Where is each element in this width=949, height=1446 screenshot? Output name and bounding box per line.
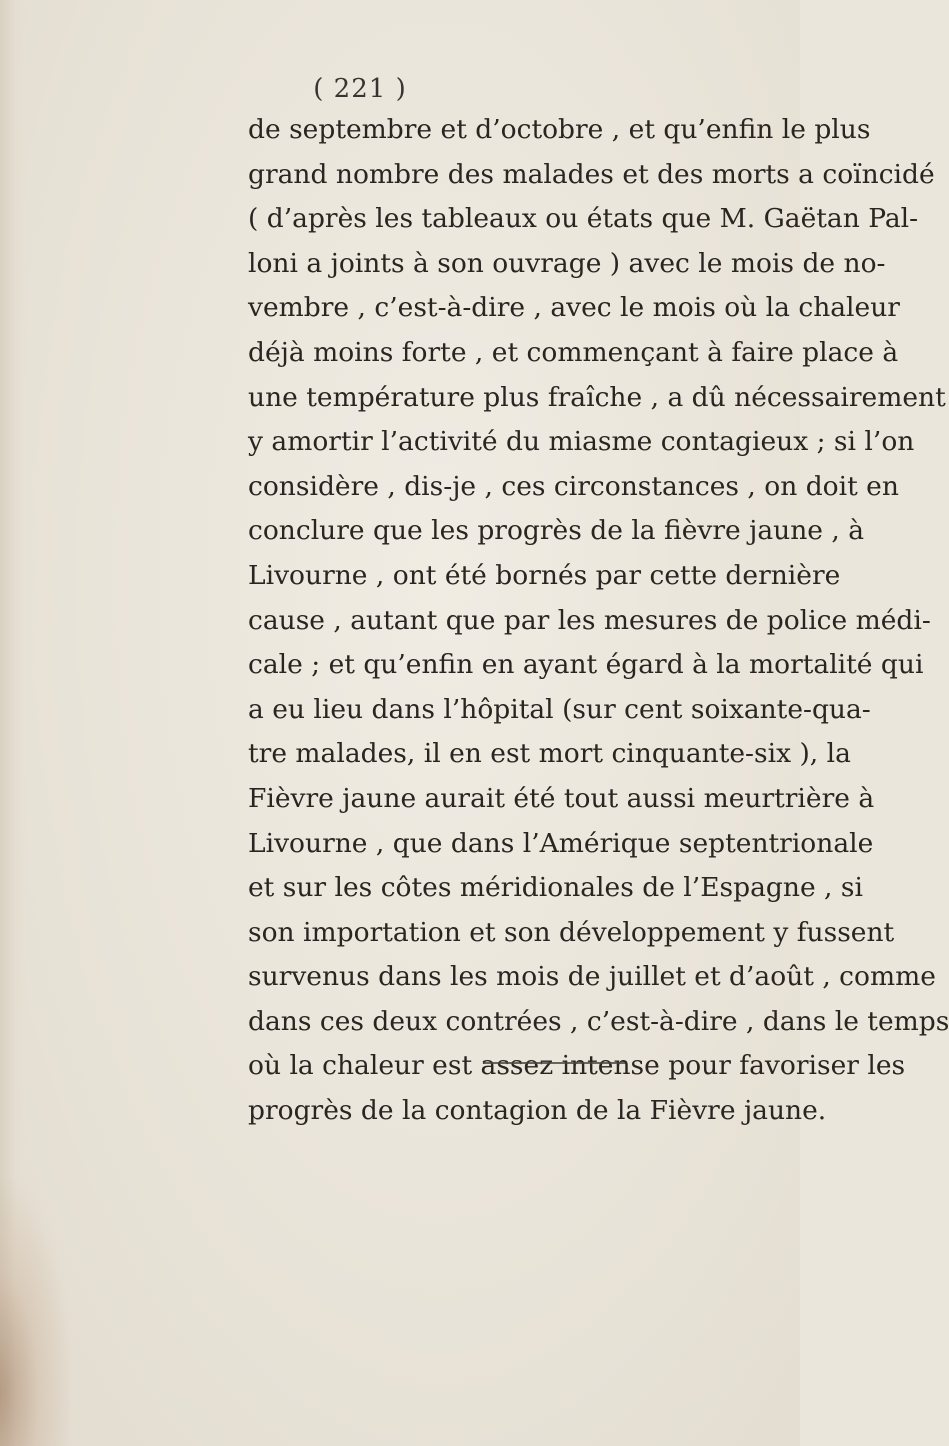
page-stain (0, 1180, 70, 1446)
text-line: cale ; et qu’enfin en ayant égard à la mortalité qui (248, 649, 924, 681)
text-line: déjà moins forte , et commençant à faire place à (248, 336, 899, 368)
text-line: cause , autant que par les mesures de police médi- (248, 604, 931, 636)
text-line: dans ces deux contrées , c’est-à-dire , dans le temps (248, 1005, 949, 1037)
section-divider-rule (483, 1062, 625, 1064)
text-line: ( d’après les tableaux ou états que M. Gaëtan Pal- (248, 203, 919, 235)
text-line: Fièvre jaune aurait été tout aussi meurtrière à (248, 782, 875, 814)
text-line: Livourne , que dans l’Amérique septentrionale (248, 827, 874, 859)
text-line: a eu lieu dans l’hôpital (sur cent soixante-qua- (248, 693, 871, 725)
text-line: son importation et son développement y fussent (248, 916, 895, 948)
text-line-last: progrès de la contagion de la Fièvre jaune. (248, 1095, 827, 1127)
text-line: Livourne , ont été bornés par cette dernière (248, 559, 841, 591)
text-line: survenus dans les mois de juillet et d’août , comme (248, 961, 936, 993)
text-line: loni a joints à son ouvrage ) avec le mois de no- (248, 247, 886, 279)
text-line: grand nombre des malades et des morts a coïncidé (248, 158, 935, 190)
text-line: où la chaleur est assez intense pour favoriser les (248, 1050, 906, 1082)
text-line: y amortir l’activité du miasme contagieux ; si l’on (248, 426, 915, 458)
text-line: conclure que les progrès de la fièvre jaune , à (248, 515, 865, 547)
text-line: considère , dis-je , ces circonstances , on doit en (248, 470, 899, 502)
text-line: et sur les côtes méridionales de l’Espagne , si (248, 872, 863, 904)
text-line: vembre , c’est-à-dire , avec le mois où la chaleur (248, 292, 900, 324)
text-line: tre malades, il en est mort cinquante-six ), la (248, 738, 851, 770)
body-text (248, 108, 949, 1134)
text-line: de septembre et d’octobre , et qu’enfin le plus (248, 114, 871, 145)
text-line: une température plus fraîche , a dû nécessairement (248, 381, 946, 413)
page-number: ( 221 ) (313, 74, 407, 104)
